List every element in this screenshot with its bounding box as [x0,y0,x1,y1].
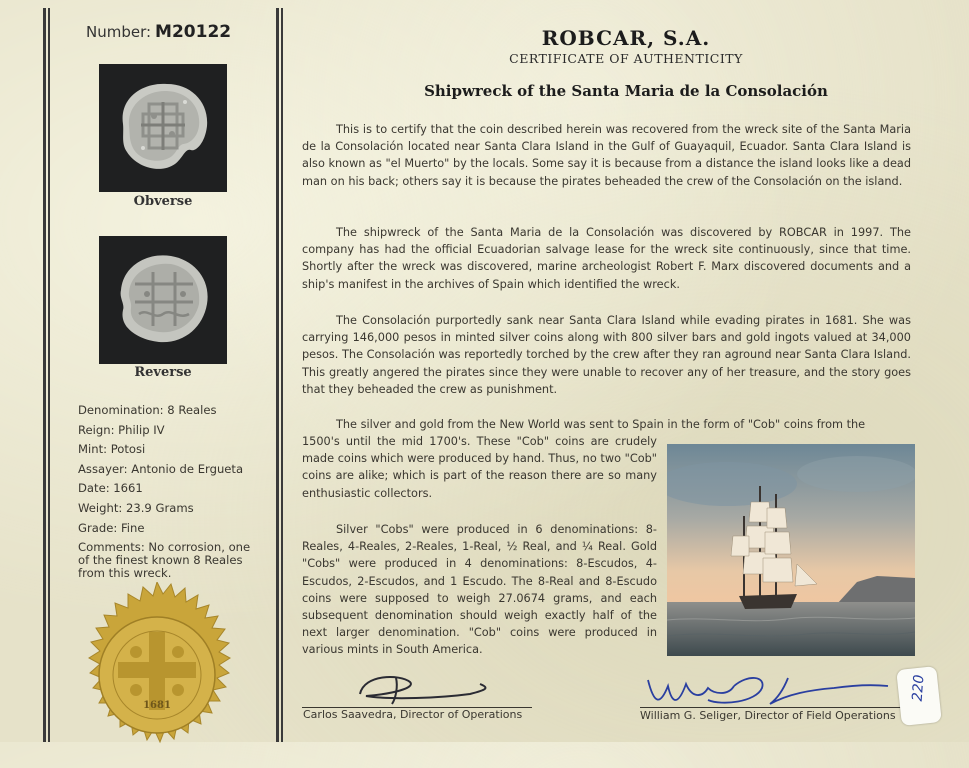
coin-obverse-image [99,64,227,192]
border-line-divider-inner [281,8,283,742]
border-line-left-outer [43,8,46,742]
paragraph-denominations: Silver "Cobs" were produced in 6 denominations: 8-Reales, 4-Reales, 2-Reales, 1-Real, ½ Real, and ¼ Real. Gold "Cobs" were produced in 4 denominations: 8-Escudos, 4-Escudos, 2-Escudos, and 1 Escudo. The 8-Real and 8-Escudo coins were supposed to weigh 27.0674 grams, and each subsequent denomination should weigh exactly half of the next larger denomination. "Cob" coins were produced in various mints in South America. [302,523,657,657]
obverse-caption: Obverse [133,194,193,209]
reverse-caption: Reverse [134,365,192,380]
spec-grade: Grade: Fine [78,520,145,535]
paragraph-history: The Consolación purportedly sank near Santa Clara Island while evading pirates in 1681. She was carrying 146,000 pesos in minted silver coins along with 800 silver bars and gold ingots valued at 34,000 pesos. The Consolación was reportedly torched by the crew after they ran aground near Santa Clara Island. This greatly angered the pirates since they were unable to recover any of her treasure, and the story goes that they beheaded the crew as punishment. [302,314,911,396]
border-line-left-inner [48,8,50,742]
spec-comments: Comments: No corrosion, one of the finest known 8 Reales from this wreck. [78,540,251,581]
number-label: Number: [86,23,152,41]
paragraph-cobs-continued: 1500's until the mid 1700's. These "Cob" coins are crudely made coins which were produced by hand. Thus, no two "Cob" coins are alike; which is part of the reason there are so many enthusiastic collectors. [302,435,657,500]
spec-denomination: Denomination: 8 Reales [78,403,217,417]
company-name: ROBCAR, S.A. [541,26,711,50]
spec-weight: Weight: 23.9 Grams [78,500,194,515]
coin-specifications [78,401,273,580]
certificate-subtitle: CERTIFICATE OF AUTHENTICITY [509,51,743,66]
signature-line-right [640,707,902,708]
number-value: M20122 [155,22,232,42]
gold-seal-icon [64,582,250,768]
shipwreck-title: Shipwreck of the Santa Maria de la Consolación [424,82,828,100]
spec-reign: Reign: Philip IV [78,422,165,437]
paragraph-discovery: The shipwreck of the Santa Maria de la Consolación was discovered by ROBCAR in 1997. The company has had the official Ecuadorian salvage lease for the wreck site continuously, since that time. Shortly after the wreck was discovered, marine archeologist Robert F. Marx discovered documents and a ship's manifest in the archives of Spain which identified the wreck. [302,226,911,291]
inventory-sticker [896,666,942,726]
sticker-number: 220 [909,674,928,702]
paragraph-cobs-intro: The silver and gold from the New World was sent to Spain in the form of "Cob" coins from the [336,418,866,431]
coin-reverse-image [99,236,227,364]
border-line-divider-outer [276,8,279,742]
signature-name-left: Carlos Saavedra, Director of Operations [303,708,523,721]
seal-year: 1681 [143,700,171,711]
spec-assayer: Assayer: Antonio de Ergueta [78,461,244,476]
signature-name-right: William G. Seliger, Director of Field Operations [640,709,896,722]
certificate-number [86,22,231,42]
spec-mint: Mint: Potosi [78,442,146,457]
ship-painting-image [667,444,915,656]
spec-date: Date: 1661 [78,481,143,496]
paragraph-certification: This is to certify that the coin described herein was recovered from the wreck site of the Santa Maria de la Consolación located near Santa Clara Island in the Gulf of Guayaquil, Ecuador. Santa Clara Island is also known as "el Muerto" by the locals. Some say it is because from a distance the island looks like a dead man on his back; others say it is because the pirates beheaded the crew of the Consolación on the island. [302,123,911,188]
